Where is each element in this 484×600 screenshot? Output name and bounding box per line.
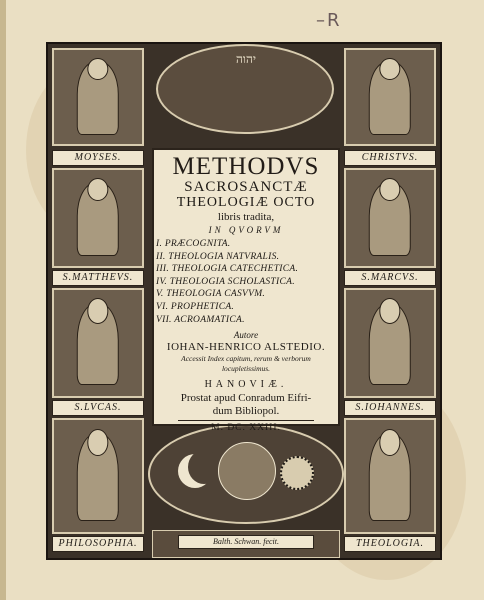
head-icon (87, 58, 108, 81)
contents-item: IV. THEOLOGIA SCHOLASTICA. (156, 276, 295, 287)
index-note-1: Accessit Index capitum, rerum & verborum (181, 354, 311, 364)
panel-moyses (52, 48, 144, 146)
contents-item: III. THEOLOGIA CATECHETICA. (156, 264, 299, 275)
auctore-label: Autore (233, 330, 259, 341)
panel-matthaeus (52, 168, 144, 268)
label-lucas: S.LVCAS. (52, 400, 144, 416)
label-matthaeus: S.MATTHEVS. (52, 270, 144, 286)
contents-item: I. PRÆCOGNITA. (156, 239, 231, 249)
panel-marcus (344, 168, 436, 268)
label-iohannes: S.IOHANNES. (344, 400, 436, 416)
moon-shadow (188, 450, 220, 484)
publisher-line-2: dum Bibliopol. (212, 405, 280, 418)
imprint-date: M. DC. XXIII. (178, 420, 314, 434)
contents-item: VI. PROPHETICA. (156, 301, 235, 312)
title-line-3: THEOLOGIÆ OCTO (176, 195, 316, 210)
index-note-2: locupletissimus. (221, 364, 271, 374)
title-line-5: IN QVORVM (208, 225, 284, 235)
engraved-frame (46, 42, 442, 560)
engraver-signature: Balth. Schwan. fecit. (178, 535, 314, 549)
head-icon (379, 429, 400, 456)
title-cartouche (152, 148, 340, 434)
contents-list (154, 238, 338, 326)
panel-theologia (344, 418, 436, 534)
shelfmark: –R (316, 10, 342, 31)
imprint-place: HANOVIÆ. (204, 379, 288, 391)
panel-philosophia (52, 418, 144, 534)
globe-icon (218, 442, 276, 500)
label-moyses: MOYSES. (52, 150, 144, 166)
label-theologia: THEOLOGIA. (344, 536, 436, 552)
sun-icon (280, 456, 314, 490)
title-line-2: SACROSANCTÆ (184, 179, 308, 195)
label-marcus: S.MARCVS. (344, 270, 436, 286)
tetragrammaton: יהוה (235, 52, 257, 66)
head-icon (379, 58, 400, 81)
contents-item: VII. ACROAMATICA. (156, 314, 245, 325)
contents-item: II. THEOLOGIA NATVRALIS. (156, 251, 280, 262)
panel-iohannes (344, 288, 436, 398)
title-line-1: METHODVS (172, 153, 320, 180)
label-philosophia: PHILOSOPHIA. (52, 536, 144, 552)
contents-item: V. THEOLOGIA CASVVM. (156, 289, 266, 300)
head-icon (87, 429, 108, 456)
label-christus: CHRISTVS. (344, 150, 436, 166)
publisher-line-1: Prostat apud Conradum Eifri- (180, 392, 312, 405)
panel-lucas (52, 288, 144, 398)
title-line-4: libris tradita, (217, 211, 275, 223)
author-name: IOHAN-HENRICO ALSTEDIO. (166, 341, 326, 354)
panel-christus (344, 48, 436, 146)
